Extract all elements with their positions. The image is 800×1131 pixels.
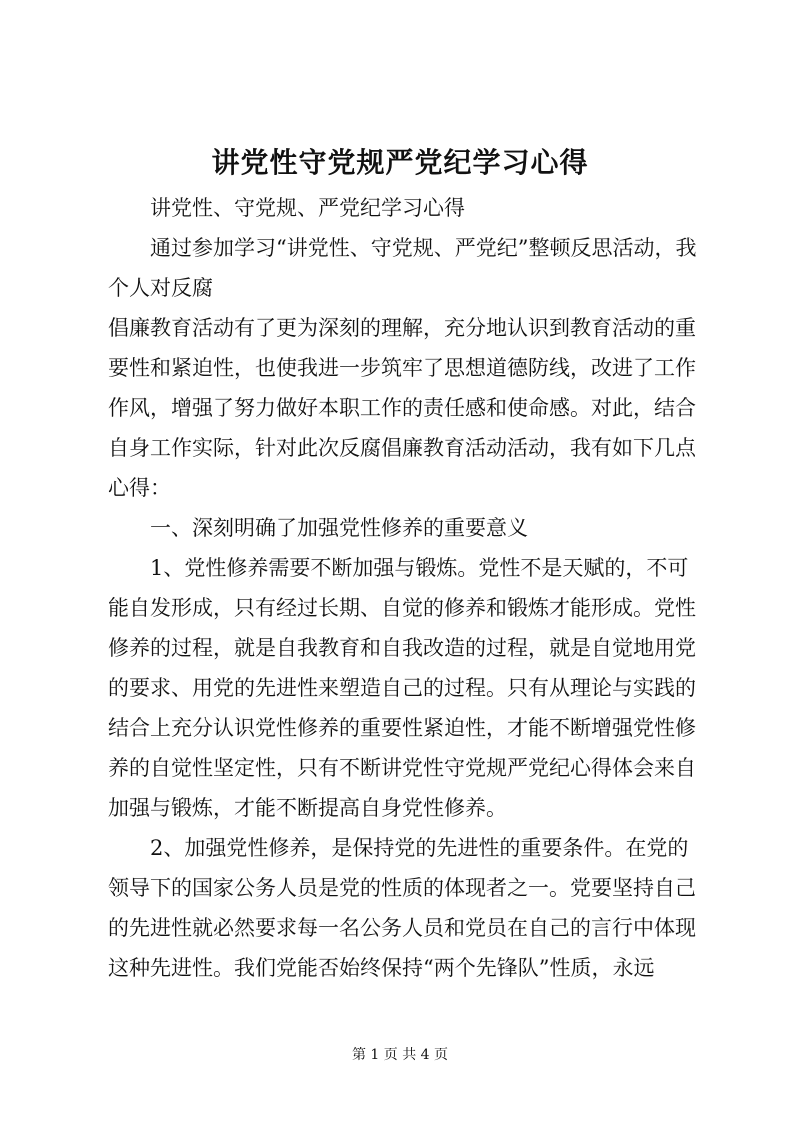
section-heading-1: 一、深刻明确了加强党性修养的重要意义	[150, 516, 528, 540]
paragraph-intro: 通过参加学习“讲党性、守党规、严党纪”整顿反思活动，我个人对反腐	[108, 236, 697, 300]
paragraph-intro-continued: 倡廉教育活动有了更为深刻的理解，充分地认识到教育活动的重要性和紧迫性，也使我进一步筑牢了思想道德防线，改进了工作作风，增强了努力做好本职工作的责任感和使命感。对此，结合自身工作实际，针对此次反腐倡廉教育活动活动，我有如下几点心得：	[108, 316, 696, 500]
paragraph-point-2: 2、加强党性修养，是保持党的先进性的重要条件。在党的领导下的国家公务人员是党的性质的体现者之一。党要坚持自己的先进性就必然要求每一名公务人员和党员在自己的言行中体现这种先进性。我们党能否始终保持“两个先锋队”性质，永远	[108, 836, 696, 980]
paragraph-point-1: 1、党性修养需要不断加强与锻炼。党性不是天赋的，不可能自发形成，只有经过长期、自觉的修养和锻炼才能形成。党性修养的过程，就是自我教育和自我改造的过程，就是自觉地用党的要求、用党的先进性来塑造自己的过程。只有从理论与实践的结合上充分认识党性修养的重要性紧迫性，才能不断增强党性修养的自觉性坚定性，只有不断讲党性守党规严党纪心得体会来自加强与锻炼，才能不断提高自身党性修养。	[108, 556, 696, 820]
paragraph-subtitle: 讲党性、守党规、严党纪学习心得	[150, 196, 465, 220]
document-title: 讲党性守党规严党纪学习心得	[211, 146, 589, 179]
page-footer: 第 1 页 共 4 页	[351, 1047, 449, 1063]
document-body	[108, 188, 708, 988]
